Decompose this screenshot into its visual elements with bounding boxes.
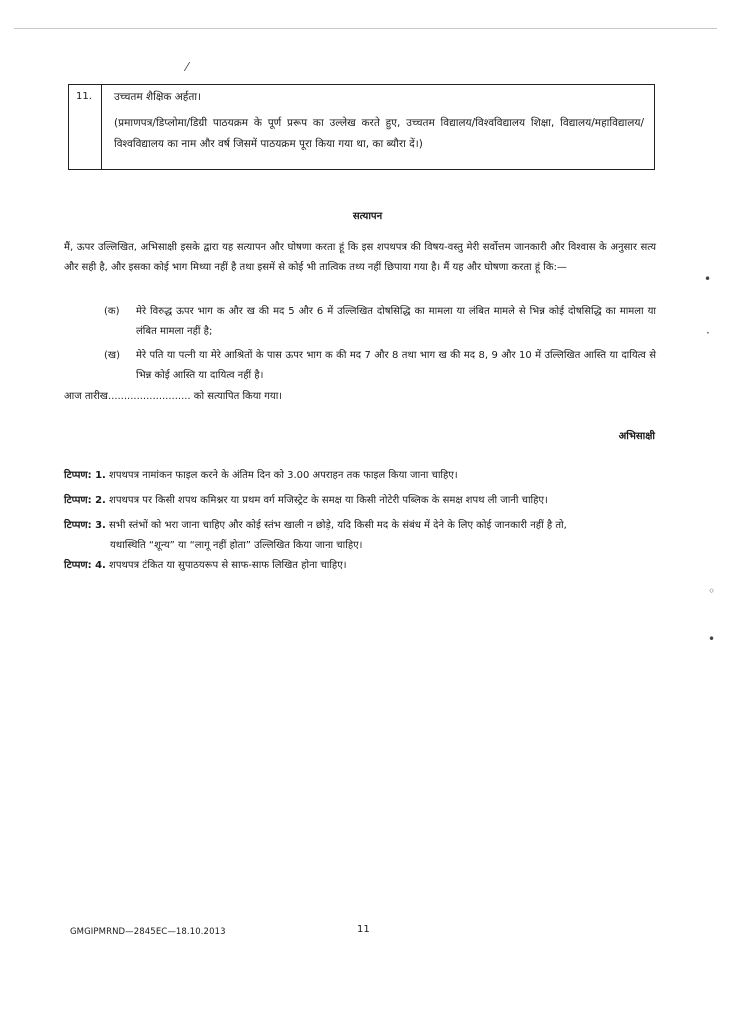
clause-marker: (ख) [104,350,120,361]
clause-text: मेरे पति या पत्नी या मेरे आश्रितों के पास ऊपर भाग क की मद 7 और 8 तथा भाग ख की मद 8, 9 और 10 में उल्लिखित आस्ति या दायित्व से भिन्न कोई आस्ति या दायित्व नहीं है। [136,350,656,381]
note-2 [64,491,664,511]
note-label: टिप्पण: 4. [64,560,106,571]
note-text: शपथपत्र टंकित या सुपाठयरूप से साफ-साफ लिखित होना चाहिए। [109,560,347,571]
note-1 [64,466,664,486]
note-4 [64,556,664,576]
item-number: 11. [76,91,92,102]
item-heading: उच्चतम शैक्षिक अर्हता। [114,91,202,103]
note-text: शपथपत्र पर किसी शपथ कमिश्नर या प्रथम वर्ग मजिस्ट्रेट के समक्ष या किसी नोटेरी पब्लिक के समक्ष शपथ ली जानी चाहिए। [109,495,548,506]
clause-text: मेरे विरुद्ध ऊपर भाग क और ख की मद 5 और 6 में उल्लिखित दोषसिद्धि का मामला या लंबित मामले से भिन्न कोई दोषसिद्धि का मामला या लंबित मामला नहीं है; [136,306,656,337]
verification-paragraph: मैं, ऊपर उल्लिखित, अभिसाक्षी इसके द्वारा यह सत्यापन और घोषणा करता हूं कि इस शपथपत्र की विषय-वस्तु मेरी सर्वोत्तम जानकारी और विश्वास के अनुसार सत्य और सही है, और इसका कोई भाग मिथ्या नहीं है तथा इसमें से कोई भी तात्विक तथ्य नहीं छिपाया गया है। मैं यह और घोषणा करता हूं कि:— [64,242,656,273]
footer-print-code: GMGIPMRND—2845EC—18.10.2013 [70,927,226,937]
note-label: टिप्पण: 2. [64,495,106,506]
clause-marker: (क) [104,306,120,317]
note-label: टिप्पण: 3. [64,520,106,531]
pen-mark: ⁄ [186,60,189,74]
item-description: (प्रमाणपत्र/डिप्लोमा/डिग्री पाठयक्रम के पूर्ण प्ररूप का उल्लेख करते हुए, उच्चतम विद्यालय/विश्वविद्यालय शिक्षा, विद्यालय/महाविद्यालय/विश्वविद्यालय का नाम और वर्ष जिसमें पाठयक्रम पूरा किया गया था, का ब्यौरा दें।) [114,117,644,150]
top-rule [14,28,717,29]
note-text: सभी स्तंभों को भरा जाना चाहिए और कोई स्तंभ खाली न छोड़े, यदि किसी मद के संबंध में देने के लिए कोई जानकारी नहीं है तो, [109,520,567,531]
clause-kha [104,346,656,385]
page-number: 11 [357,924,370,935]
scan-speck: · [706,326,710,340]
note-text-continued: यथास्थिति “शून्य” या “लागू नहीं होता” उल्लिखित किया जाना चाहिए। [110,540,363,551]
scan-speck: • [708,632,716,646]
verification-title: सत्यापन [352,211,383,222]
note-text: शपथपत्र नामांकन फाइल करने के अंतिम दिन को 3.00 अपराहन तक फाइल किया जाना चाहिए। [109,470,458,481]
scan-speck: • [704,272,712,286]
note-3 [64,516,664,556]
clause-ka [104,302,656,341]
note-label: टिप्पण: 1. [64,470,106,481]
item-number-cell [69,85,102,169]
scan-speck: ◦ [708,584,716,598]
item-table [68,84,655,170]
verification-date-line: आज तारीख.......................... को सत्यापित किया गया। [64,391,283,402]
deponent-label: अभिसाक्षी [618,431,655,442]
